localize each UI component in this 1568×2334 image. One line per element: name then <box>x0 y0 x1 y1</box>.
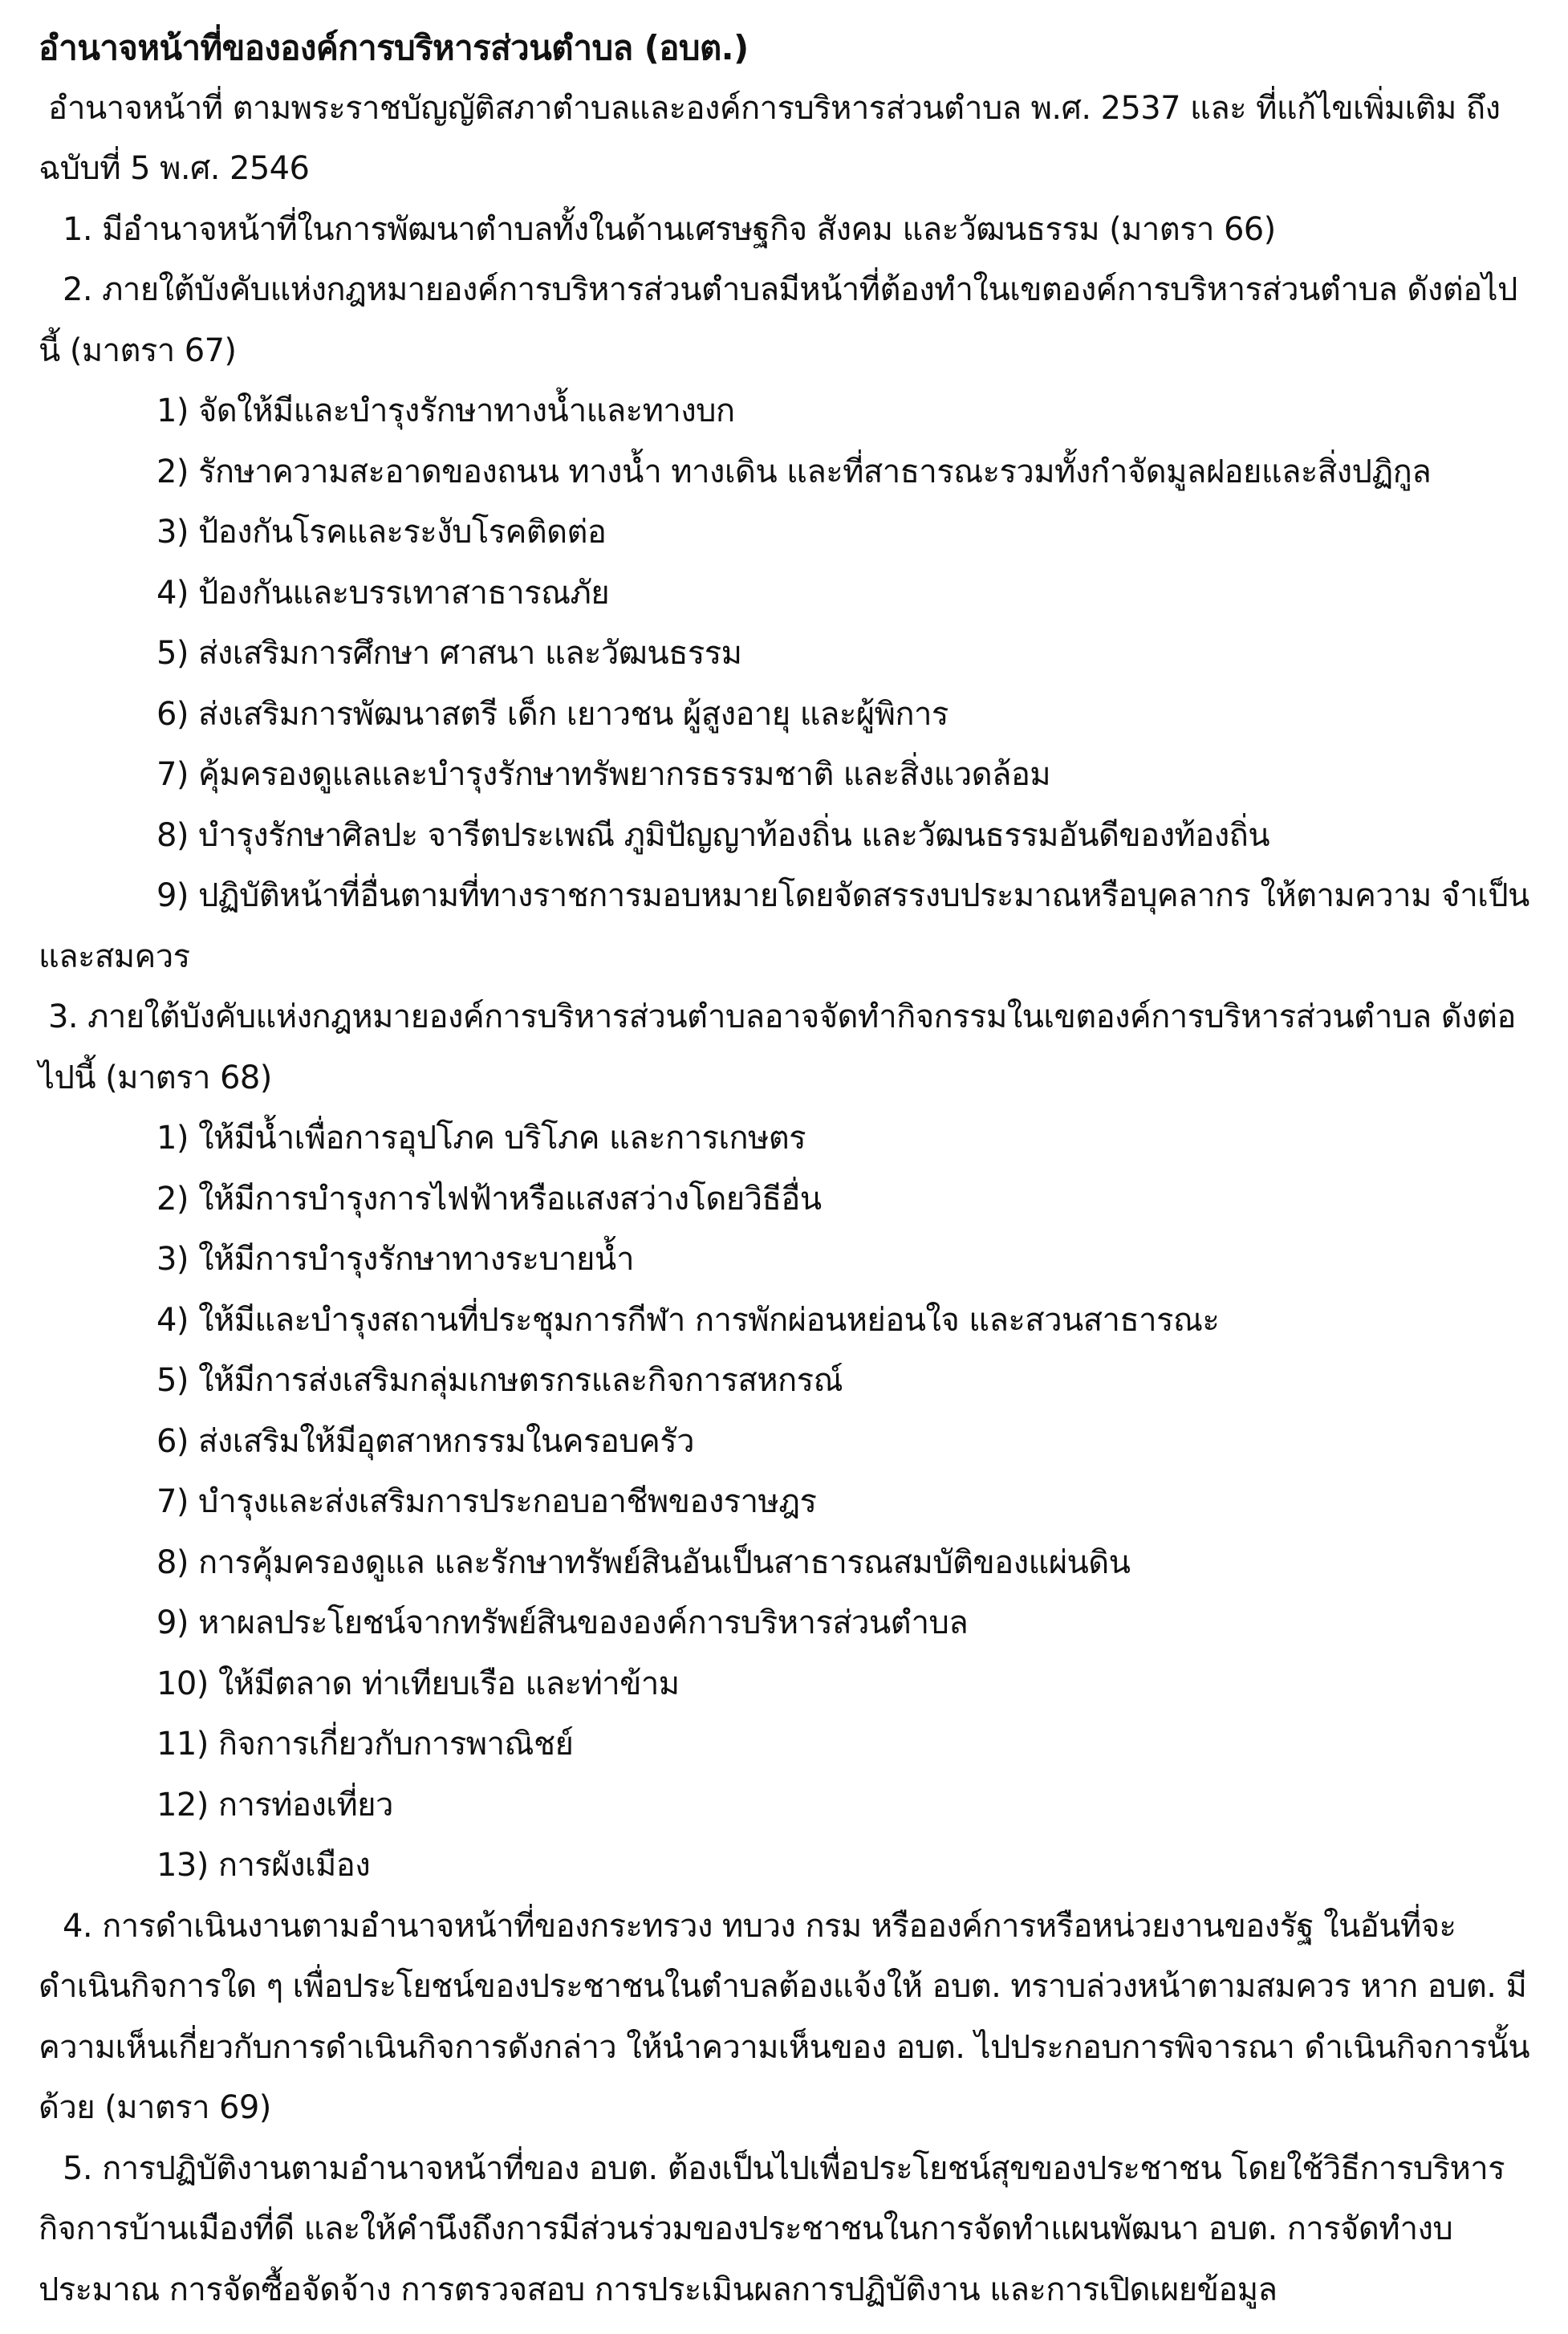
list-item: 13) การผังเมือง <box>156 1847 371 1884</box>
document-title: อำนาจหน้าที่ขององค์การบริหารส่วนตำบล (อบต.) <box>39 28 749 67</box>
list-item: 9) ปฏิบัติหน้าที่อื่นตามที่ทางราชการมอบหมายโดยจัดสรรงบประมาณหรือบุคลากร ให้ตามความ จำเป็นและสมควร <box>39 877 1529 975</box>
section-2-list <box>39 381 1533 987</box>
list-item: 4) ป้องกันและบรรเทาสาธารณภัย <box>156 574 610 612</box>
list-item: 6) ส่งเสริมการพัฒนาสตรี เด็ก เยาวชน ผู้สูงอายุ และผู้พิการ <box>156 695 949 733</box>
list-item: 8) การคุ้มครองดูแล และรักษาทรัพย์สินอันเป็นสาธารณสมบัติของแผ่นดิน <box>156 1543 1131 1581</box>
section-3: 3. ภายใต้บังคับแห่งกฎหมายองค์การบริหารส่วนตำบลอาจจัดทำกิจกรรมในเขตองค์การบริหารส่วนตำบล ดังต่อไปนี้ (มาตรา 68) <box>39 998 1516 1096</box>
list-item: 5) ให้มีการส่งเสริมกลุ่มเกษตรกรและกิจการสหกรณ์ <box>156 1362 843 1399</box>
list-item: 9) หาผลประโยชน์จากทรัพย์สินขององค์การบริหารส่วนตำบล <box>156 1604 969 1641</box>
list-item: 10) ให้มีตลาด ท่าเทียบเรือ และท่าข้าม <box>156 1665 680 1702</box>
section-2: 2. ภายใต้บังคับแห่งกฎหมายองค์การบริหารส่วนตำบลมีหน้าที่ต้องทำในเขตองค์การบริหารส่วนตำบล ดังต่อไปนี้ (มาตรา 67) <box>39 271 1517 369</box>
list-item: 12) การท่องเที่ยว <box>156 1786 393 1824</box>
list-item: 7) บำรุงและส่งเสริมการประกอบอาชีพของราษฎร <box>156 1483 817 1520</box>
list-item: 4) ให้มีและบำรุงสถานที่ประชุมการกีฬา การพักผ่อนหย่อนใจ และสวนสาธารณะ <box>156 1301 1220 1339</box>
section-3-list <box>39 1108 1533 1897</box>
section-4: 4. การดำเนินงานตามอำนาจหน้าที่ของกระทรวง ทบวง กรม หรือองค์การหรือหน่วยงานของรัฐ ในอันที่จะดำเนินกิจการใด ๆ เพื่อประโยชน์ของประชาชนในตำบลต้องแจ้งให้ อบต. ทราบล่วงหน้าตามสมควร หาก อบต. มีความเห็นเกี่ยวกับการดำเนินกิจการดังกล่าว ให้นำความเห็นของ อบต. ไปประกอบการพิจารณา ดำเนินกิจการนั้นด้วย (มาตรา 69) <box>39 1907 1530 2126</box>
list-item: 6) ส่งเสริมให้มีอุตสาหกรรมในครอบครัว <box>156 1422 694 1460</box>
list-item: 7) คุ้มครองดูแลและบำรุงรักษาทรัพยากรธรรมชาติ และสิ่งแวดล้อม <box>156 756 1051 793</box>
list-item: 2) ให้มีการบำรุงการไฟฟ้าหรือแสงสว่างโดยวิธีอื่น <box>156 1180 822 1218</box>
list-item: 2) รักษาความสะอาดของถนน ทางน้ำ ทางเดิน และที่สาธารณะรวมทั้งกำจัดมูลฝอยและสิ่งปฏิกูล <box>156 453 1432 490</box>
list-item: 5) ส่งเสริมการศึกษา ศาสนา และวัฒนธรรม <box>156 635 742 672</box>
list-item: 1) ให้มีน้ำเพื่อการอุปโภค บริโภค และการเกษตร <box>156 1120 806 1157</box>
list-item: 8) บำรุงรักษาศิลปะ จารีตประเพณี ภูมิปัญญาท้องถิ่น และวัฒนธรรมอันดีของท้องถิ่น <box>156 816 1269 854</box>
section-5: 5. การปฏิบัติงานตามอำนาจหน้าที่ของ อบต. ต้องเป็นไปเพื่อประโยชน์สุขของประชาชน โดยใช้วิธีการบริหารกิจการบ้านเมืองที่ดี และให้คำนึงถึงการมีส่วนร่วมของประชาชนในการจัดทำแผนพัฒนา อบต. การจัดทำงบประมาณ การจัดซื้อจัดจ้าง การตรวจสอบ การประเมินผลการปฏิบัติงาน และการเปิดเผยข้อมูล <box>39 2149 1505 2308</box>
list-item: 3) ป้องกันโรคและระงับโรคติดต่อ <box>156 514 607 551</box>
list-item: 11) กิจการเกี่ยวกับการพาณิชย์ <box>156 1726 574 1763</box>
list-item: 1) จัดให้มีและบำรุงรักษาทางน้ำและทางบก <box>156 392 735 429</box>
intro-paragraph: อำนาจหน้าที่ ตามพระราชบัญญัติสภาตำบลและองค์การบริหารส่วนตำบล พ.ศ. 2537 และ ที่แก้ไขเพิ่มเติม ถึงฉบับที่ 5 พ.ศ. 2546 <box>39 89 1501 187</box>
list-item: 3) ให้มีการบำรุงรักษาทางระบายน้ำ <box>156 1241 635 1278</box>
section-1: 1. มีอำนาจหน้าที่ในการพัฒนาตำบลทั้งในด้านเศรษฐกิจ สังคม และวัฒนธรรม (มาตรา 66) <box>63 210 1276 248</box>
document-body <box>39 18 1533 2320</box>
